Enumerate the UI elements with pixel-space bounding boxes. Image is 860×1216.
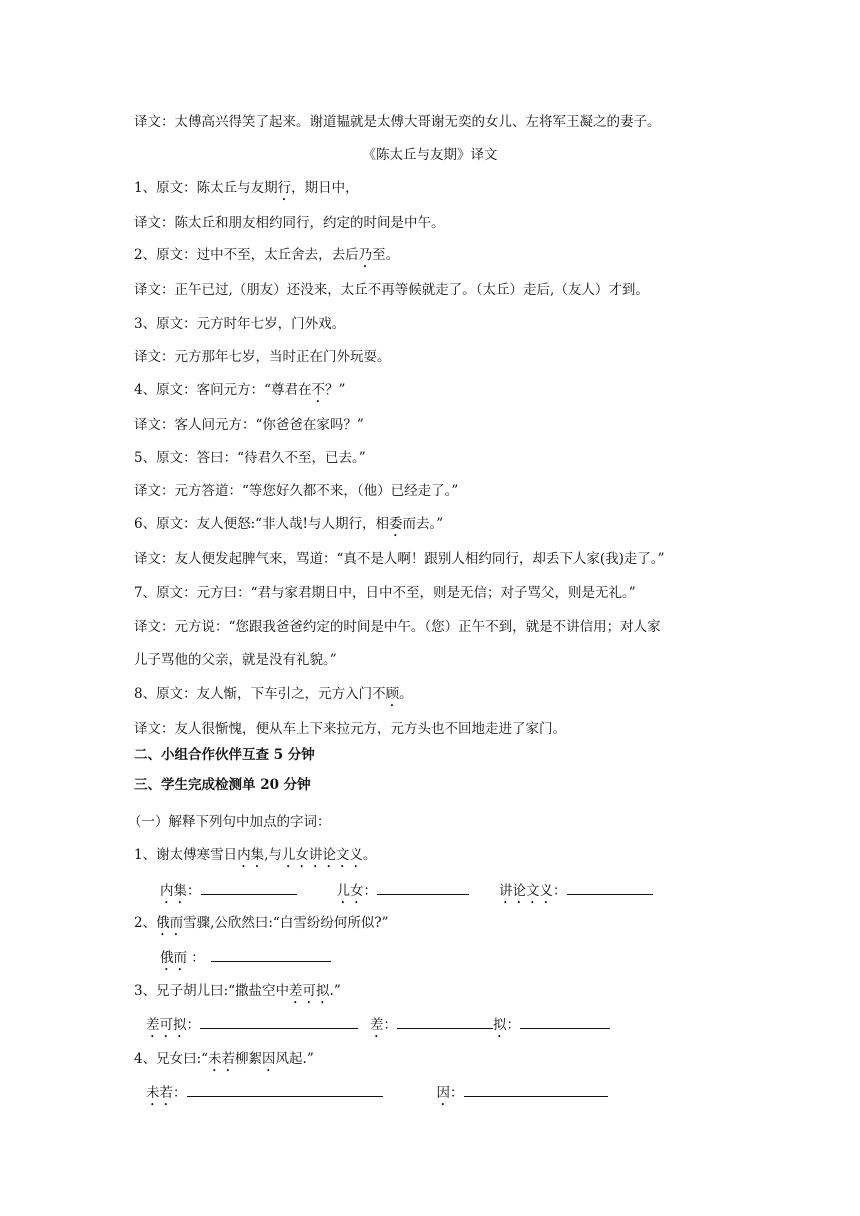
answer-blank-chakeni[interactable]	[200, 1014, 358, 1029]
text: 而去。”	[402, 516, 444, 532]
text: 三、学生完成检测单 20 分钟	[134, 777, 311, 793]
original-1	[134, 178, 359, 204]
text: 2、	[134, 915, 157, 931]
label: 未若	[146, 1085, 173, 1101]
heading-peer-check	[134, 745, 315, 765]
text: ？”	[325, 382, 346, 398]
original-5	[134, 448, 366, 468]
translation-6	[134, 549, 665, 569]
text: ，期日中，	[291, 180, 359, 196]
text: 译文：元方答道：“等您好久都不来，（他）已经走了。”	[134, 483, 459, 499]
colon: ：	[187, 950, 205, 966]
answer-blank-ernv[interactable]	[377, 880, 469, 895]
text: 二、小组合作伙伴互查 5 分钟	[134, 747, 315, 763]
translation-7-cont	[134, 650, 337, 670]
colon: ：	[186, 1017, 200, 1033]
label: 儿女	[336, 883, 364, 899]
translation-5	[134, 481, 458, 501]
label: 讲论文义	[499, 883, 553, 899]
original-4	[134, 380, 345, 406]
text: 5、原文：答曰：“待君久不至，已去。”	[134, 450, 366, 466]
label: 拟	[493, 1017, 507, 1033]
subheading-explain	[128, 812, 331, 832]
section-title	[0, 145, 860, 165]
dotted-word: 不	[311, 382, 325, 398]
question-1	[134, 845, 376, 871]
translation-1	[134, 213, 445, 233]
answer-blank-eer[interactable]	[211, 947, 331, 962]
question-4	[134, 1049, 314, 1075]
answer-row-2	[160, 947, 331, 974]
text: 风起.”	[275, 1051, 314, 1067]
answer-row-4	[146, 1082, 608, 1109]
text: 3、原文：元方时年七岁，门外戏。	[134, 316, 346, 332]
text: 至。	[372, 247, 400, 263]
dotted-word: 顾	[385, 686, 400, 702]
text: 3、兄子胡儿曰:“撒盐空中	[134, 983, 290, 999]
answer-row-3	[146, 1014, 610, 1041]
label: 差可拟	[146, 1017, 187, 1033]
text: 8、原文：友人惭，下车引之，元方入门不	[134, 686, 386, 702]
translation-2	[134, 280, 649, 300]
original-3	[134, 314, 345, 334]
text: 译文：正午已过,（朋友）还没来，太丘不再等候就走了。（太丘）走后,（友人）才到。	[134, 282, 649, 298]
text: 4、原文：客问元方：“尊君在	[134, 382, 312, 398]
original-8	[134, 684, 413, 710]
answer-blank-cha[interactable]	[397, 1014, 493, 1029]
dotted-word: 文义	[335, 847, 363, 863]
dotted-word: 行	[277, 180, 292, 196]
original-2	[134, 245, 399, 271]
answer-blank-yin[interactable]	[464, 1082, 608, 1097]
text: 2、原文：过中不至，太丘舍去，去后	[134, 247, 359, 263]
text: 6、原文：友人便怒:“非人哉!与人期行，相	[134, 516, 389, 532]
text: 译文：友人很惭愧，便从车上下来拉元方，元方头也不回地走进了家门。	[134, 721, 566, 737]
answer-blank-jianglunwenyi[interactable]	[567, 880, 653, 895]
dotted-word: 儿女	[281, 847, 309, 863]
translation-7	[134, 617, 661, 637]
label: 因	[436, 1085, 450, 1101]
heading-checklist	[134, 775, 311, 795]
colon: ：	[187, 883, 201, 899]
text: 儿子骂他的父亲，就是没有礼貌。”	[134, 652, 337, 668]
text: 译文：陈太丘和朋友相约同行，约定的时间是中午。	[134, 215, 445, 231]
text: 译文：友人便发起脾气来，骂道：“真不是人啊！跟别人相约同行，却丢下人家(我)走了。”	[134, 551, 665, 567]
dotted-word: 乃	[358, 247, 373, 263]
text: 4、兄女曰:“	[134, 1051, 209, 1067]
label: 内集	[160, 883, 187, 899]
answer-blank-neiji[interactable]	[201, 880, 297, 895]
label: 俄而	[160, 950, 187, 966]
answer-blank-weiruo[interactable]	[187, 1082, 383, 1097]
translation-3	[134, 347, 391, 367]
dotted-word: 内集	[237, 847, 265, 863]
translation-8	[134, 719, 566, 739]
text: 译文：客人问元方：“你爸爸在家吗？”	[134, 417, 364, 433]
dotted-word: 因	[262, 1051, 276, 1067]
text: 译文：太傅高兴得笑了起来。谢道韫就是太傅大哥谢无奕的女儿、左将军王凝之的妻子。	[134, 114, 661, 130]
colon: ：	[553, 883, 567, 899]
colon: ：	[173, 1085, 187, 1101]
title-text: 《陈太丘与友期》译文	[362, 147, 498, 163]
translation-4	[134, 415, 364, 435]
text: 1、谢太傅寒雪日	[134, 847, 238, 863]
text: 雪骤,公欣然曰:“白雪纷纷何所似?”	[183, 915, 389, 931]
text: 。	[362, 847, 377, 863]
answer-blank-ni[interactable]	[520, 1014, 610, 1029]
text: 柳絮	[235, 1051, 263, 1067]
text: ,与	[264, 847, 282, 863]
answer-row-1	[160, 880, 653, 907]
colon: ：	[506, 1017, 520, 1033]
dotted-word: 俄而	[156, 915, 184, 931]
text: 7、原文：元方曰：“君与家君期日中，日中不至，则是无信；对子骂父，则是无礼。”	[134, 585, 636, 601]
colon: ：	[363, 883, 377, 899]
text: 译文：元方说：“您跟我爸爸约定的时间是中午。（您）正午不到，就是不讲信用；对人家	[134, 619, 661, 635]
text: 。	[399, 686, 413, 702]
text: 译文：元方那年七岁，当时正在门外玩耍。	[134, 349, 391, 365]
dotted-word: 委	[388, 516, 403, 532]
original-6	[134, 514, 443, 540]
original-7	[134, 583, 636, 603]
colon: ：	[450, 1085, 464, 1101]
label: 差	[370, 1017, 384, 1033]
question-2	[134, 913, 388, 939]
dotted-word: 差可拟	[289, 983, 330, 999]
colon: ：	[383, 1017, 397, 1033]
text: 1、原文：陈太丘与友期	[134, 180, 278, 196]
translation-xie-line	[134, 112, 661, 132]
dotted-word: 未若	[208, 1051, 236, 1067]
dotted-word: 讲论	[308, 847, 336, 863]
question-3	[134, 981, 341, 1007]
text: （一）解释下列句中加点的字词：	[128, 814, 331, 830]
text: .”	[329, 983, 341, 999]
